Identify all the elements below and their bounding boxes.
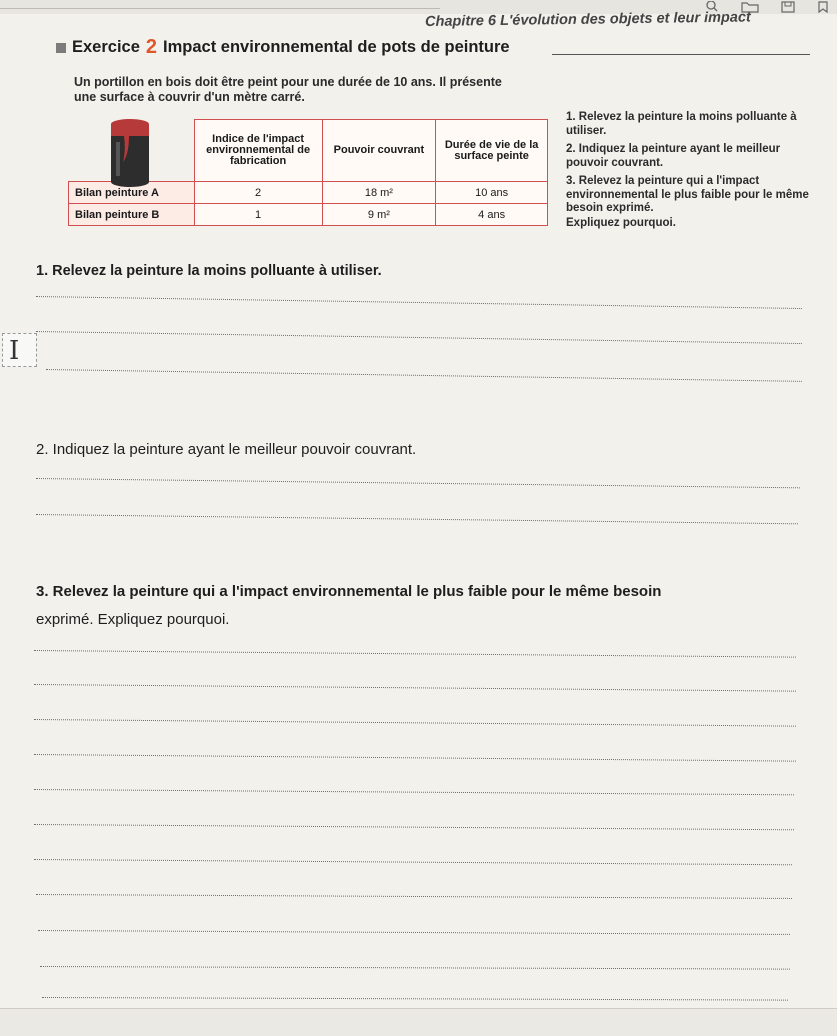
cell-pouvoir: 18 m² — [322, 182, 436, 204]
answer-line[interactable] — [36, 894, 792, 899]
table-row — [69, 204, 548, 226]
answer-line[interactable] — [34, 789, 794, 795]
exercise-label: Exercice — [72, 38, 140, 56]
cell-impact: 2 — [194, 182, 322, 204]
bottom-page-edge — [0, 1008, 837, 1036]
question-3-line-1: 3. Relevez la peinture qui a l'impact environnemental le plus faible pour le même besoin — [36, 583, 662, 600]
answer-line[interactable] — [34, 859, 792, 865]
answer-line[interactable] — [34, 754, 796, 762]
text-cursor-glyph: I — [9, 336, 20, 366]
answer-line[interactable] — [36, 331, 802, 344]
side-question-explain: Expliquez pourquoi. — [566, 216, 676, 229]
answer-line[interactable] — [34, 824, 794, 830]
side-question-3: 3. Relevez la peinture qui a l'impact environnemental le plus faible pour le même besoin exprimé. — [566, 175, 809, 214]
exercise-title — [56, 36, 510, 59]
answer-line[interactable] — [34, 684, 796, 692]
bullet-square-icon — [56, 43, 66, 53]
exercise-title-text: Impact environnemental de pots de peinture — [163, 38, 510, 56]
header-duree: Durée de vie de la surface peinte — [436, 120, 548, 182]
answer-line[interactable] — [34, 650, 796, 658]
answer-line[interactable] — [40, 966, 790, 970]
cell-duree: 4 ans — [436, 204, 548, 226]
side-question-2: 2. Indiquez la peinture ayant le meilleur pouvoir couvrant. — [566, 143, 781, 169]
answer-line[interactable] — [42, 997, 788, 1001]
side-questions — [566, 111, 816, 235]
text-cursor-icon[interactable] — [2, 333, 37, 367]
header-pouvoir: Pouvoir couvrant — [322, 120, 436, 182]
answer-line[interactable] — [36, 514, 798, 524]
question-1: 1. Relevez la peinture la moins polluante à utiliser. — [36, 263, 382, 279]
intro-line-1: Un portillon en bois doit être peint pour une durée de 10 ans. Il présente — [74, 75, 502, 89]
top-divider — [0, 8, 440, 9]
question-2: 2. Indiquez la peinture ayant le meilleur pouvoir couvrant. — [36, 441, 417, 458]
question-3-line-2: exprimé. Expliquez pourquoi. — [36, 611, 230, 628]
answer-line[interactable] — [38, 930, 790, 935]
cell-pouvoir: 9 m² — [322, 204, 436, 226]
paint-can-icon — [108, 116, 152, 188]
intro-line-2: une surface à couvrir d'un mètre carré. — [74, 90, 305, 104]
row-label: Bilan peinture A — [69, 182, 195, 204]
answer-line[interactable] — [34, 719, 796, 727]
row-label: Bilan peinture B — [69, 204, 195, 226]
chapter-header: Chapitre 6 L'évolution des objets et leur impact — [425, 9, 751, 30]
answer-line[interactable] — [36, 478, 800, 488]
question-3 — [36, 580, 661, 631]
header-impact: Indice de l'impact environnemental de fabrication — [194, 120, 322, 182]
cell-duree: 10 ans — [436, 182, 548, 204]
side-question-1: 1. Relevez la peinture la moins polluante à utiliser. — [566, 111, 797, 137]
answer-line[interactable] — [36, 296, 802, 309]
answer-line[interactable] — [46, 369, 802, 382]
cell-impact: 1 — [194, 204, 322, 226]
title-answer-line — [552, 54, 810, 55]
exercise-number: 2 — [145, 36, 158, 58]
intro-text — [74, 75, 502, 105]
